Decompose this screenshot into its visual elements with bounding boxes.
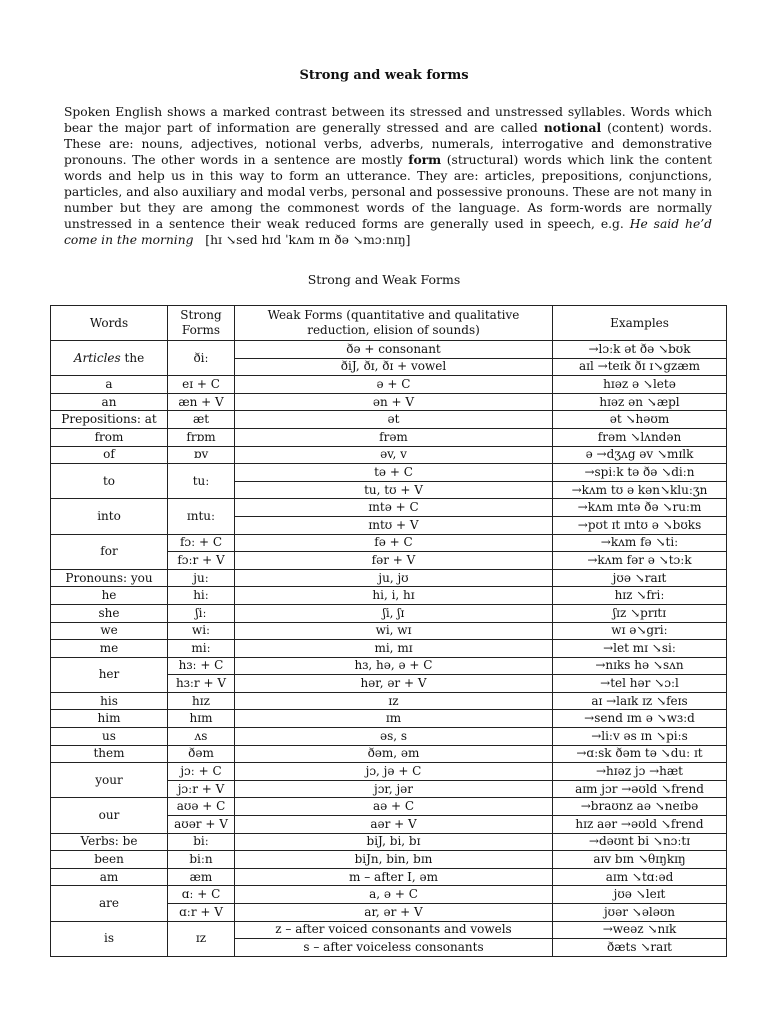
example-cell: →send ɪm ə ↘wɜːd <box>553 710 727 728</box>
strong-form-cell: aʊər + V <box>168 816 235 834</box>
word-cell: is <box>51 921 168 956</box>
intro-bold-form: form <box>408 152 442 167</box>
example-cell: →hɪəz jɔ →hæt <box>553 763 727 781</box>
strong-form-cell: hɜː + C <box>168 657 235 675</box>
strong-form-cell: æm <box>168 868 235 886</box>
strong-form-cell: tuː <box>168 464 235 499</box>
table-row <box>51 833 727 851</box>
weak-form-cell: hɜ, hə, ə + C <box>235 657 553 675</box>
strong-form-cell: ɪz <box>168 921 235 956</box>
example-cell: jʊər ↘ələʊn <box>553 904 727 922</box>
table-row <box>51 411 727 429</box>
example-cell: →liːv əs ɪn ↘piːs <box>553 728 727 746</box>
strong-form-cell: hɜːr + V <box>168 675 235 693</box>
word-text: the <box>120 350 145 365</box>
table-row <box>51 728 727 746</box>
word-cell: his <box>51 692 168 710</box>
table-row <box>51 657 727 675</box>
weak-form-cell: ju, jʊ <box>235 569 553 587</box>
example-cell: ə →dʒʌg əv ↘mɪlk <box>553 446 727 464</box>
intro-text-3: (structural) words which link the content words and help us in this way to form an utterance. They are: articles, prepositions, conjunctions, particles, and also auxiliary and modal verbs, personal and possessive pronouns. These are not many in number but they are among the commonest words of the language. As form-words are normally unstressed in a sentence their weak reduced forms are generally used in speech, e.g. <box>64 153 712 231</box>
strong-form-cell: ɑː + C <box>168 886 235 904</box>
word-cell: to <box>51 464 168 499</box>
word-cell: Prepositions: at <box>51 411 168 429</box>
example-cell: →spiːk tə ðə ↘diːn <box>553 464 727 482</box>
table-row <box>51 446 727 464</box>
weak-form-cell: hər, ər + V <box>235 675 553 693</box>
document-title: Strong and weak forms <box>299 68 469 83</box>
table-row <box>51 745 727 763</box>
weak-form-cell: mi, mɪ <box>235 640 553 658</box>
strong-form-cell: ðiː <box>168 341 235 376</box>
strong-form-cell: ɒv <box>168 446 235 464</box>
weak-form-cell: fər + V <box>235 552 553 570</box>
intro-text-1: Spoken English shows a marked contrast between its stressed and unstressed syllables. Words which bear the major part of information are generally stressed and are called <box>64 105 712 135</box>
weak-form-cell: a, ə + C <box>235 886 553 904</box>
word-cell: Verbs: be <box>51 833 168 851</box>
example-cell: →ɑːsk ðəm tə ↘duː ɪt <box>553 745 727 763</box>
forms-table <box>50 305 727 957</box>
strong-form-cell: biːn <box>168 851 235 869</box>
table-row <box>51 921 727 939</box>
example-cell: ðæts ↘raɪt <box>553 939 727 957</box>
header-words: Words <box>51 306 168 341</box>
weak-form-cell: fə + C <box>235 534 553 552</box>
word-cell: she <box>51 604 168 622</box>
weak-form-cell: z – after voiced consonants and vowels <box>235 921 553 939</box>
example-cell: aɪm jɔr →əʊld ↘frend <box>553 780 727 798</box>
table-row <box>51 464 727 482</box>
table-row <box>51 763 727 781</box>
weak-form-cell: ðiJ, ðɪ, ðɪ + vowel <box>235 358 553 376</box>
table-row <box>51 393 727 411</box>
table-row <box>51 604 727 622</box>
strong-form-cell: æt <box>168 411 235 429</box>
table-caption: Strong and Weak Forms <box>307 272 461 287</box>
example-cell: →braʊnz aə ↘neɪbə <box>553 798 727 816</box>
example-cell: →kʌm fər ə ↘tɔːk <box>553 552 727 570</box>
header-examples: Examples <box>553 306 727 341</box>
weak-form-cell: əs, s <box>235 728 553 746</box>
example-cell: →weəz ↘nɪk <box>553 921 727 939</box>
weak-form-cell: ar, ər + V <box>235 904 553 922</box>
strong-form-cell: ðəm <box>168 745 235 763</box>
table-row <box>51 692 727 710</box>
word-cell: for <box>51 534 168 569</box>
weak-form-cell: ðəm, əm <box>235 745 553 763</box>
table-row <box>51 587 727 605</box>
strong-form-cell: ʃiː <box>168 604 235 622</box>
table-row <box>51 534 727 552</box>
intro-paragraph <box>64 104 712 248</box>
example-cell: wɪ ə↘griː <box>553 622 727 640</box>
table-row <box>51 622 727 640</box>
word-cell: been <box>51 851 168 869</box>
example-cell: →tel hər ↘ɔːl <box>553 675 727 693</box>
strong-form-cell: eɪ + C <box>168 376 235 394</box>
weak-form-cell: ɪm <box>235 710 553 728</box>
example-cell: hɪəz ən ↘æpl <box>553 393 727 411</box>
example-cell: →kʌm ɪntə ðə ↘ruːm <box>553 499 727 517</box>
strong-form-cell: miː <box>168 640 235 658</box>
strong-form-cell: fɔːr + V <box>168 552 235 570</box>
example-cell: aɪl →teɪk ðɪ ɪ↘gzæm <box>553 358 727 376</box>
example-cell: →kʌm tʊ ə kən↘kluːʒn <box>553 481 727 499</box>
example-cell: jʊə ↘raɪt <box>553 569 727 587</box>
table-row <box>51 886 727 904</box>
intro-transcription: [hɪ ↘sed hɪd ˈkʌm ɪn ðə ↘mɔːnɪŋ] <box>205 233 411 247</box>
table-row <box>51 569 727 587</box>
strong-form-cell: wiː <box>168 622 235 640</box>
weak-form-cell: ʃi, ʃɪ <box>235 604 553 622</box>
table-row <box>51 868 727 886</box>
example-cell: →pʊt ɪt ɪntʊ ə ↘bʊks <box>553 516 727 534</box>
word-cell: them <box>51 745 168 763</box>
example-cell: →kʌm fə ↘tiː <box>553 534 727 552</box>
strong-form-cell: biː <box>168 833 235 851</box>
table-row <box>51 428 727 446</box>
word-cell: he <box>51 587 168 605</box>
word-cell: me <box>51 640 168 658</box>
word-cell: are <box>51 886 168 921</box>
weak-form-cell: wi, wɪ <box>235 622 553 640</box>
weak-form-cell: aə + C <box>235 798 553 816</box>
weak-form-cell: biJn, bin, bɪn <box>235 851 553 869</box>
weak-form-cell: ət <box>235 411 553 429</box>
header-strong-forms: Strong Forms <box>168 306 235 341</box>
example-cell: ət ↘həʊm <box>553 411 727 429</box>
table-header-row <box>51 306 727 341</box>
word-cell: am <box>51 868 168 886</box>
strong-form-cell: fɔː + C <box>168 534 235 552</box>
word-cell: our <box>51 798 168 833</box>
header-weak-forms: Weak Forms (quantitative and qualitative reduction, elision of sounds) <box>235 306 553 341</box>
example-cell: aɪ →laɪk ɪz ↘feɪs <box>553 692 727 710</box>
table-row <box>51 798 727 816</box>
strong-form-cell: jɔː + C <box>168 763 235 781</box>
weak-form-cell: s – after voiceless consonants <box>235 939 553 957</box>
weak-form-cell: ðə + consonant <box>235 341 553 359</box>
word-cell: an <box>51 393 168 411</box>
weak-form-cell: tu, tʊ + V <box>235 481 553 499</box>
example-cell: aɪv bɪn ↘θɪŋkɪŋ <box>553 851 727 869</box>
table-row <box>51 710 727 728</box>
weak-form-cell: ɪz <box>235 692 553 710</box>
word-cell: your <box>51 763 168 798</box>
table-row <box>51 640 727 658</box>
weak-form-cell: jɔ, jə + C <box>235 763 553 781</box>
strong-form-cell: hiː <box>168 587 235 605</box>
example-cell: →nɪks hə ↘sʌn <box>553 657 727 675</box>
word-category-label: Articles <box>73 350 121 365</box>
weak-form-cell: aər + V <box>235 816 553 834</box>
word-cell: him <box>51 710 168 728</box>
strong-form-cell: hɪm <box>168 710 235 728</box>
example-cell: →dəʊnt bi ↘nɔːtɪ <box>553 833 727 851</box>
weak-form-cell: biJ, bi, bɪ <box>235 833 553 851</box>
strong-form-cell: ɑːr + V <box>168 904 235 922</box>
weak-form-cell: tə + C <box>235 464 553 482</box>
word-cell: of <box>51 446 168 464</box>
weak-form-cell: əv, v <box>235 446 553 464</box>
word-cell: Pronouns: you <box>51 569 168 587</box>
example-cell: hɪz aər →əʊld ↘frend <box>553 816 727 834</box>
word-cell: we <box>51 622 168 640</box>
word-cell: us <box>51 728 168 746</box>
weak-form-cell: frəm <box>235 428 553 446</box>
table-row <box>51 499 727 517</box>
example-cell: jʊə ↘leɪt <box>553 886 727 904</box>
example-cell: ʃɪz ↘prɪtɪ <box>553 604 727 622</box>
strong-form-cell: frɒm <box>168 428 235 446</box>
example-cell: aɪm ↘tɑːəd <box>553 868 727 886</box>
strong-form-cell: aʊə + C <box>168 798 235 816</box>
intro-bold-notional: notional <box>543 120 602 135</box>
word-cell <box>51 341 168 376</box>
example-cell: →lɔːk ət ðə ↘bʊk <box>553 341 727 359</box>
word-cell: her <box>51 657 168 692</box>
intro-example: He said he’d come in the morning <box>64 217 713 247</box>
example-cell: hɪəz ə ↘letə <box>553 376 727 394</box>
strong-form-cell: æn + V <box>168 393 235 411</box>
word-cell: from <box>51 428 168 446</box>
table-row <box>51 851 727 869</box>
strong-form-cell: ʌs <box>168 728 235 746</box>
strong-form-cell: juː <box>168 569 235 587</box>
word-cell: a <box>51 376 168 394</box>
weak-form-cell: m – after I, əm <box>235 868 553 886</box>
strong-form-cell: hɪz <box>168 692 235 710</box>
table-body <box>51 341 727 957</box>
strong-form-cell: jɔːr + V <box>168 780 235 798</box>
weak-form-cell: hi, i, hɪ <box>235 587 553 605</box>
table-row <box>51 341 727 359</box>
weak-form-cell: ɪntʊ + V <box>235 516 553 534</box>
weak-form-cell: ə + C <box>235 376 553 394</box>
word-cell: into <box>51 499 168 534</box>
example-cell: hɪz ↘friː <box>553 587 727 605</box>
weak-form-cell: jɔr, jər <box>235 780 553 798</box>
weak-form-cell: ɪntə + C <box>235 499 553 517</box>
table-row <box>51 376 727 394</box>
strong-form-cell: ɪntuː <box>168 499 235 534</box>
intro-text-2: (content) words. These are: nouns, adjectives, notional verbs, adverbs, numerals, interrogative and demonstrative pronouns. The other words in a sentence are mostly <box>64 121 712 167</box>
weak-form-cell: ən + V <box>235 393 553 411</box>
example-cell: →let mɪ ↘siː <box>553 640 727 658</box>
example-cell: frəm ↘lʌndən <box>553 428 727 446</box>
